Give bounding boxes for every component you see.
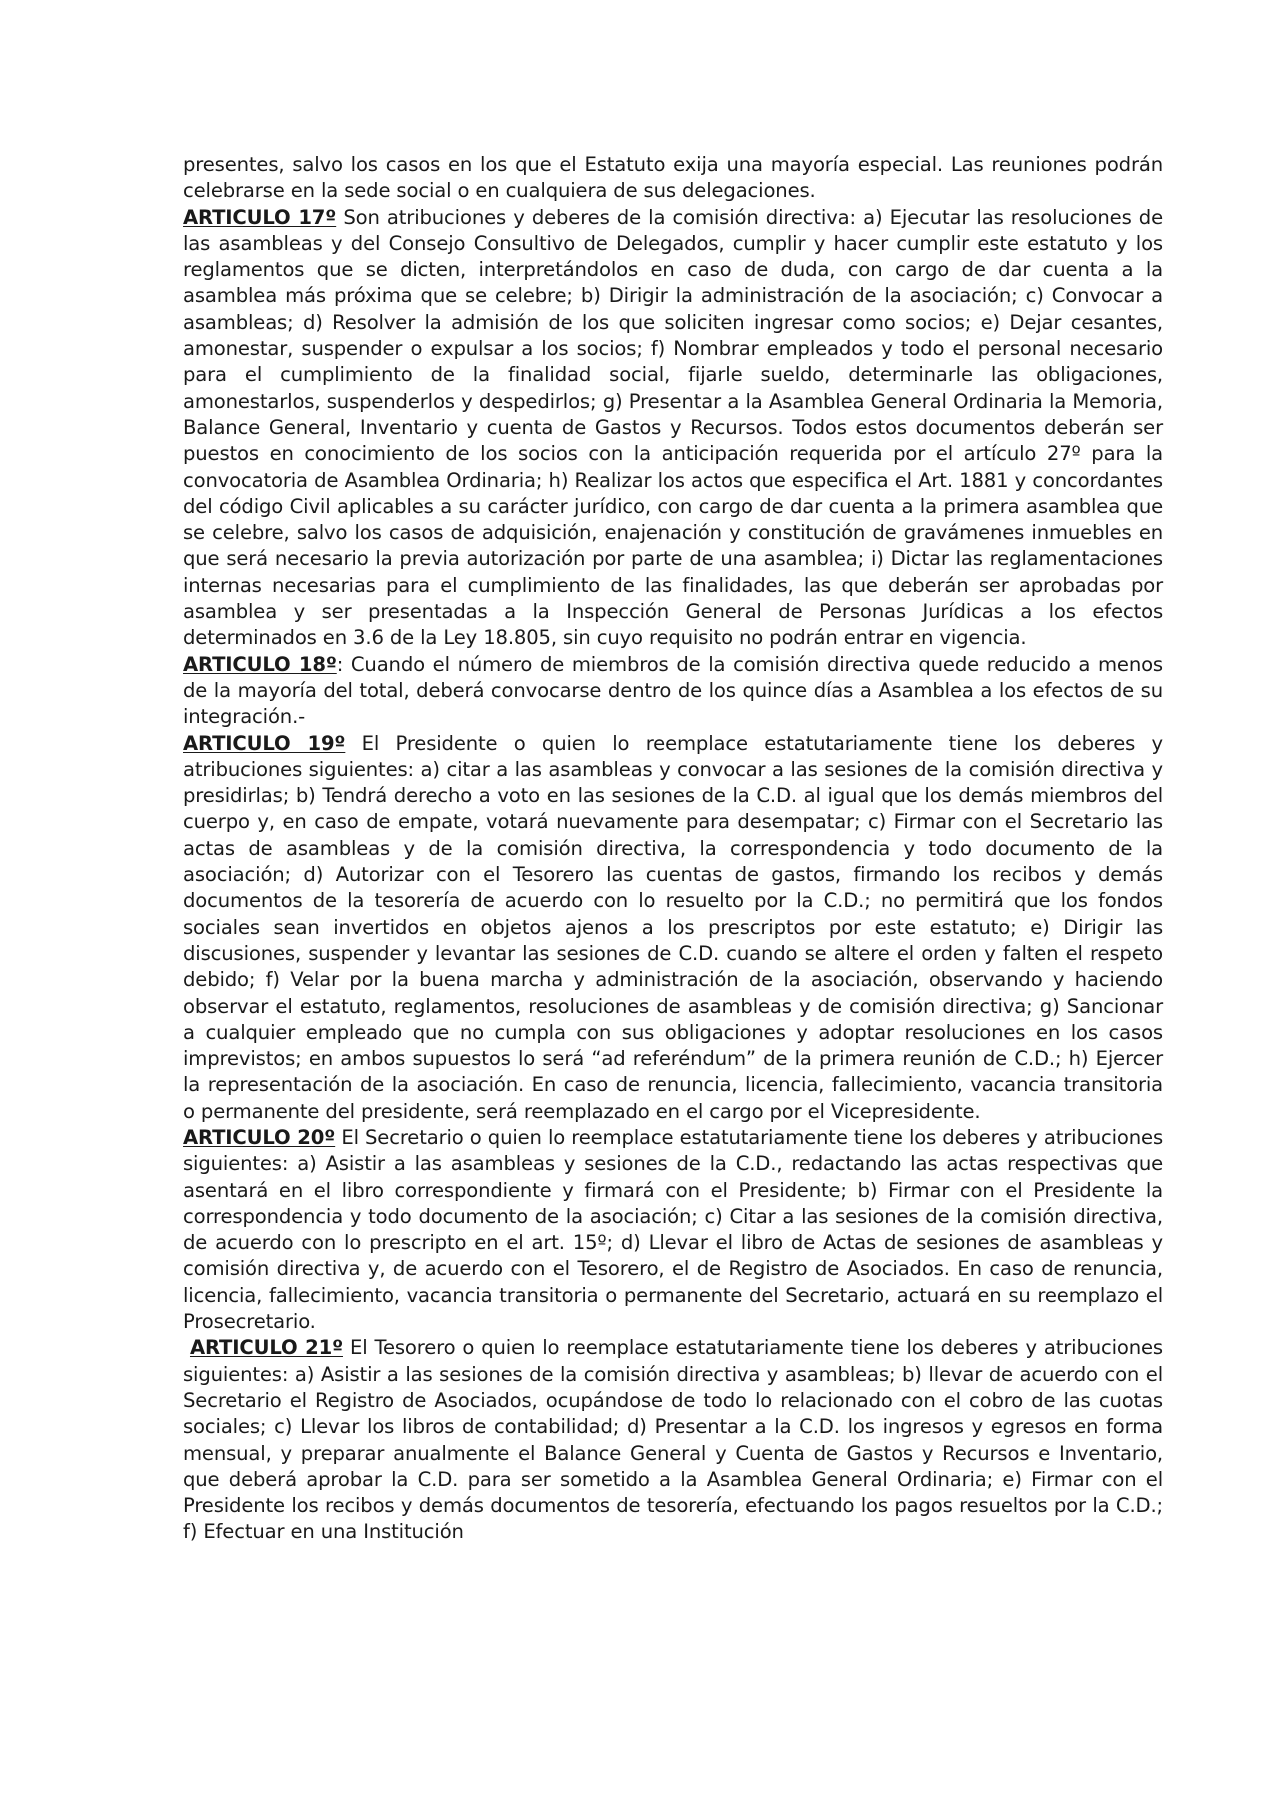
article-21: [183, 1335, 1163, 1545]
article-20: [183, 1125, 1163, 1335]
article-17: [183, 205, 1163, 652]
article-18: [183, 652, 1163, 731]
article-17-label: ARTICULO 17º: [183, 205, 337, 229]
article-19: [183, 731, 1163, 1125]
intro-paragraph: presentes, salvo los casos en los que el Estatuto exija una mayoría especial. Las reuniones podrán celebrarse en la sede social o en cualquiera de sus delegaciones.: [183, 153, 1163, 203]
article-19-text: El Presidente o quien lo reemplace estatutariamente tiene los deberes y atribuciones siguientes: a) citar a las asambleas y convocar a las sesiones de la comisión directiva y presidirlas; b) Tendrá derecho a voto en las sesiones de la C.D. al igual que los demás miembros del cuerpo y, en caso de empate, votará nuevamente para desempatar; c) Firmar con el Secretario las actas de asambleas y de la comisión directiva, la correspondencia y todo documento de la asociación; d) Autorizar con el Tesorero las cuentas de gastos, firmando los recibos y demás documentos de la tesorería de acuerdo con lo resuelto por la C.D.; no permitirá que los fondos sociales sean invertidos en objetos ajenos a los prescriptos por este estatuto; e) Dirigir las discusiones, suspender y levantar las sesiones de C.D. cuando se altere el orden y falten el respeto debido; f) Velar por la buena marcha y administración de la asociación, observando y haciendo observar el estatuto, reglamentos, resoluciones de asambleas y de comisión directiva; g) Sancionar a cualquier empleado que no cumpla con sus obligaciones y adoptar resoluciones en los casos imprevistos; en ambos supuestos lo será “ad referéndum” de la primera reunión de C.D.; h) Ejercer la representación de la asociación. En caso de renuncia, licencia, fallecimiento, vacancia transitoria o permanente del presidente, será reemplazado en el cargo por el Vicepresidente.: [183, 731, 1163, 1123]
article-17-text: Son atribuciones y deberes de la comisión directiva: a) Ejecutar las resoluciones de las asambleas y del Consejo Consultivo de Delegados, cumplir y hacer cumplir este estatuto y los reglamentos que se dicten, interpretándolos en caso de duda, con cargo de dar cuenta a la asamblea más próxima que se celebre; b) Dirigir la administración de la asociación; c) Convocar a asambleas; d) Resolver la admisión de los que soliciten ingresar como socios; e) Dejar cesantes, amonestar, suspender o expulsar a los socios; f) Nombrar empleados y todo el personal necesario para el cumplimiento de la finalidad social, fijarle sueldo, determinarle las obligaciones, amonestarlos, suspenderlos y despedirlos; g) Presentar a la Asamblea General Ordinaria la Memoria, Balance General, Inventario y cuenta de Gastos y Recursos. Todos estos documentos deberán ser puestos en conocimiento de los socios con la anticipación requerida por el artículo 27º para la convocatoria de Asamblea Ordinaria; h) Realizar los actos que especifica el Art. 1881 y concordantes del código Civil aplicables a su carácter jurídico, con cargo de dar cuenta a la primera asamblea que se celebre, salvo los casos de adquisición, enajenación y constitución de gravámenes inmuebles en que será necesario la previa autorización por parte de una asamblea; i) Dictar las reglamentaciones internas necesarias para el cumplimiento de las finalidades, las que deberán ser aprobadas por asamblea y ser presentadas a la Inspección General de Personas Jurídicas a los efectos determinados en 3.6 de la Ley 18.805, sin cuyo requisito no podrán entrar en vigencia.: [183, 205, 1163, 650]
article-18-text: : Cuando el número de miembros de la comisión directiva quede reducido a menos de la mayoría del total, deberá convocarse dentro de los quince días a Asamblea a los efectos de su integración.-: [183, 652, 1163, 729]
article-20-text: El Secretario o quien lo reemplace estatutariamente tiene los deberes y atribuciones siguientes: a) Asistir a las asambleas y sesiones de la C.D., redactando las actas respectivas que asentará en el libro correspondiente y firmará con el Presidente; b) Firmar con el Presidente la correspondencia y todo documento de la asociación; c) Citar a las sesiones de la comisión directiva, de acuerdo con lo prescripto en el art. 15º; d) Llevar el libro de Actas de sesiones de asambleas y comisión directiva y, de acuerdo con el Tesorero, el de Registro de Asociados. En caso de renuncia, licencia, fallecimiento, vacancia transitoria o permanente del Secretario, actuará en su reemplazo el Prosecretario.: [183, 1125, 1163, 1334]
article-21-text: El Tesorero o quien lo reemplace estatutariamente tiene los deberes y atribuciones siguientes: a) Asistir a las sesiones de la comisión directiva y asambleas; b) llevar de acuerdo con el Secretario el Registro de Asociados, ocupándose de todo lo relacionado con el cobro de las cuotas sociales; c) Llevar los libros de contabilidad; d) Presentar a la C.D. los ingresos y egresos en forma mensual, y preparar anualmente el Balance General y Cuenta de Gastos y Recursos e Inventario, que deberá aprobar la C.D. para ser sometido a la Asamblea General Ordinaria; e) Firmar con el Presidente los recibos y demás documentos de tesorería, efectuando los pagos resueltos por la C.D.; f) Efectuar en una Institución: [183, 1336, 1163, 1544]
document-page: [183, 152, 1163, 1546]
article-18-label: ARTICULO 18º: [183, 652, 337, 676]
article-20-label: ARTICULO 20º: [183, 1125, 336, 1149]
article-19-label: ARTICULO 19º: [183, 731, 346, 755]
article-21-label: ARTICULO 21º: [189, 1336, 343, 1360]
